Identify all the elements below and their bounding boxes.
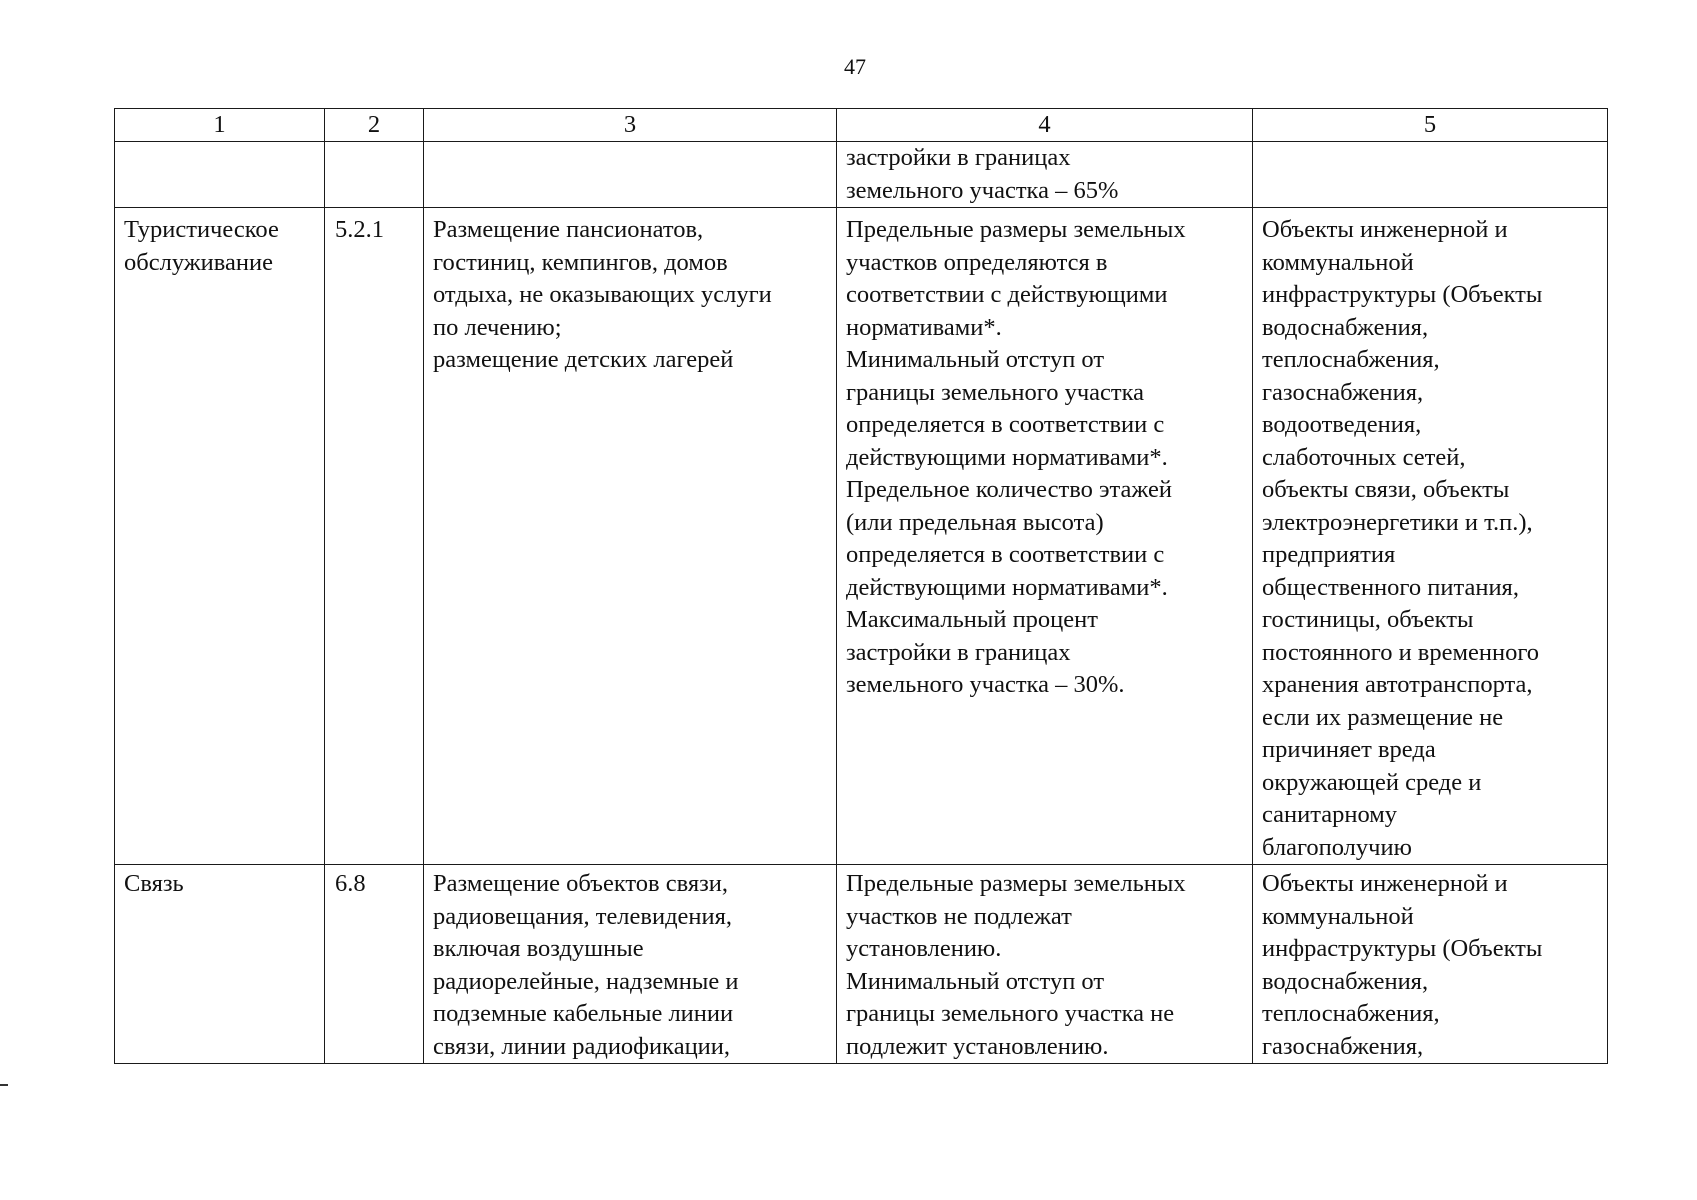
cell-code: 6.8 [325, 865, 424, 1064]
cell-name [115, 142, 325, 208]
text-line: (или предельная высота) [846, 508, 1104, 536]
margin-tick-mark [0, 1084, 8, 1086]
text-line: предприятия [1262, 541, 1396, 568]
text-line: участков определяются в [846, 248, 1108, 276]
column-header-3: 3 [424, 109, 837, 142]
land-use-table [114, 108, 1608, 1064]
text-line: общественного питания, [1262, 573, 1519, 601]
cell-description [424, 142, 837, 208]
text-line: теплоснабжения, [1262, 1000, 1440, 1027]
text-line: Предельные размеры земельных [846, 870, 1186, 897]
text-line: коммунальной [1262, 902, 1414, 930]
text-line: установлению. [846, 935, 1002, 962]
text-line: земельного участка – 30%. [846, 671, 1125, 698]
text-line: подлежит установлению. [846, 1032, 1109, 1060]
text-line: подземные кабельные линии [433, 1000, 734, 1027]
cell-auxiliary [1253, 142, 1608, 208]
cell-description [424, 865, 837, 1064]
text-line: определяется в соответствии с [846, 541, 1165, 568]
table-row-tourist-service [115, 208, 1608, 865]
text-line: гостиницы, объекты [1262, 606, 1474, 633]
text-line: газоснабжения, [1262, 1032, 1424, 1060]
text-line: отдыха, не оказывающих услуги [433, 281, 772, 308]
column-header-1: 1 [115, 109, 325, 142]
column-header-2: 2 [325, 109, 424, 142]
text-line: Объекты инженерной и [1262, 216, 1508, 243]
text-line: электроэнергетики и т.п.), [1262, 508, 1533, 536]
text-line: если их размещение не [1262, 703, 1504, 731]
table-row-communication [115, 865, 1608, 1064]
cell-restrictions [837, 142, 1253, 208]
text-line: действующими нормативами*. [846, 573, 1168, 601]
text-line: Размещение пансионатов, [433, 216, 704, 243]
text-line: инфраструктуры (Объекты [1262, 281, 1543, 308]
text-line: Предельное количество этажей [846, 476, 1172, 503]
text-line: объекты связи, объекты [1262, 476, 1510, 503]
text-line: Минимальный отступ от [846, 346, 1105, 373]
text-line: застройки в границах [846, 144, 1071, 171]
text-line: соответствии с действующими [846, 281, 1168, 308]
cell-restrictions [837, 208, 1253, 865]
page-number: 47 [844, 54, 866, 79]
text-line: хранения автотранспорта, [1262, 671, 1533, 698]
table-row-continuation [115, 142, 1608, 208]
column-header-5: 5 [1253, 109, 1608, 142]
cell-code: 5.2.1 [325, 208, 424, 865]
cell-name [115, 865, 325, 1064]
text-line: радиорелейные, надземные и [433, 967, 739, 995]
cell-name [115, 208, 325, 865]
cell-code [325, 142, 424, 208]
cell-restrictions [837, 865, 1253, 1064]
column-header-4: 4 [837, 109, 1253, 142]
text-line: водоснабжения, [1262, 967, 1429, 995]
text-line: Туристическое [124, 216, 279, 243]
text-line: Предельные размеры земельных [846, 216, 1186, 243]
text-line: постоянного и временного [1262, 638, 1540, 666]
cell-description [424, 208, 837, 865]
text-line: причиняет вреда [1262, 736, 1436, 763]
text-line: Размещение объектов связи, [433, 870, 729, 897]
text-line: участков не подлежат [846, 902, 1072, 930]
text-line: санитарному [1262, 801, 1398, 828]
text-line: слаботочных сетей, [1262, 443, 1466, 471]
cell-auxiliary [1253, 865, 1608, 1064]
text-line: коммунальной [1262, 248, 1414, 276]
text-line: по лечению; [433, 313, 562, 341]
text-line: радиовещания, телевидения, [433, 902, 733, 930]
table-header-row [115, 109, 1608, 142]
text-line: Максимальный процент [846, 606, 1098, 633]
text-line: окружающей среде и [1262, 768, 1482, 796]
text-line: водоотведения, [1262, 411, 1422, 438]
text-line: Связь [124, 870, 184, 897]
text-line: инфраструктуры (Объекты [1262, 935, 1543, 962]
text-line: границы земельного участка не [846, 1000, 1175, 1027]
text-line: границы земельного участка [846, 378, 1145, 406]
text-line: связи, линии радиофикации, [433, 1032, 731, 1060]
text-line: теплоснабжения, [1262, 346, 1440, 373]
text-line: действующими нормативами*. [846, 443, 1168, 471]
text-line: определяется в соответствии с [846, 411, 1165, 438]
cell-auxiliary [1253, 208, 1608, 865]
text-line: Минимальный отступ от [846, 967, 1105, 995]
text-line: гостиниц, кемпингов, домов [433, 248, 728, 276]
text-line: Объекты инженерной и [1262, 870, 1508, 897]
text-line: нормативами*. [846, 313, 1002, 341]
text-line: включая воздушные [433, 935, 644, 962]
text-line: газоснабжения, [1262, 378, 1424, 406]
text-line: благополучию [1262, 833, 1412, 861]
text-line: застройки в границах [846, 638, 1071, 666]
text-line: земельного участка – 65% [846, 176, 1119, 204]
text-line: размещение детских лагерей [433, 346, 734, 373]
text-line: водоснабжения, [1262, 313, 1429, 341]
text-line: обслуживание [124, 248, 273, 276]
